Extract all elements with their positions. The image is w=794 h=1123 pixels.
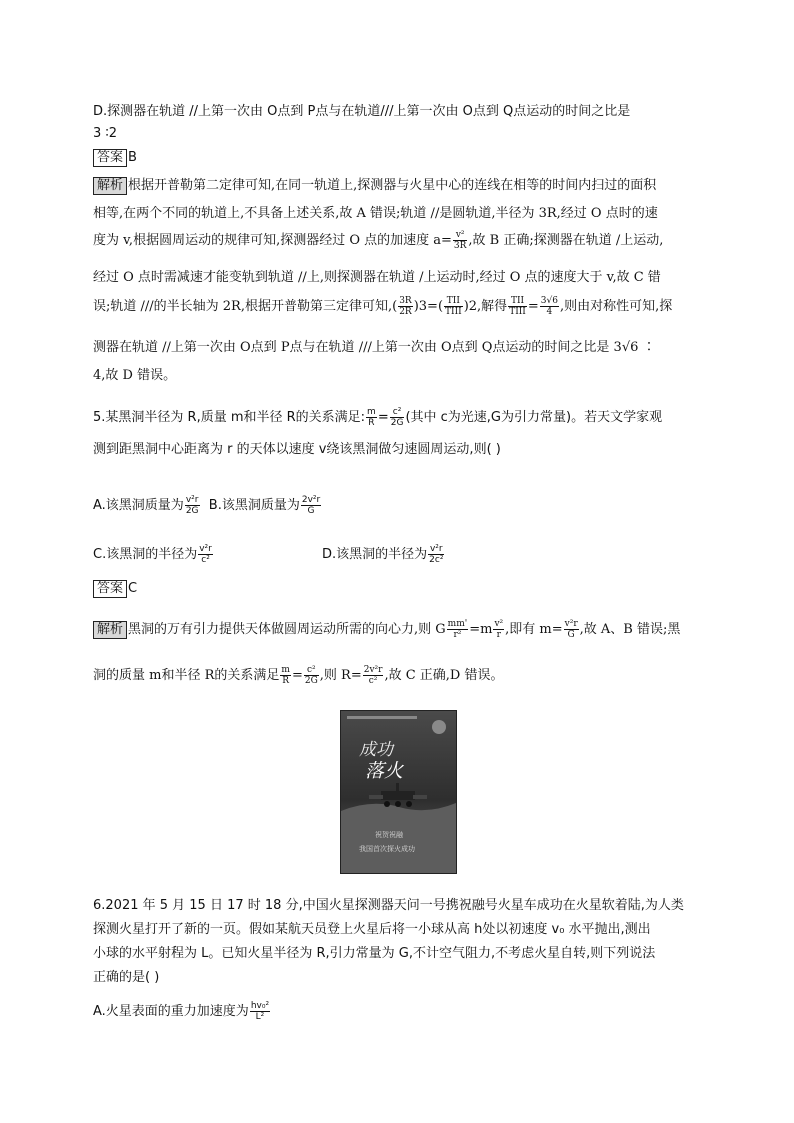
- denominator: c²: [201, 555, 210, 565]
- text: 2,解得: [468, 299, 508, 314]
- q4-option-d-line1: D.探测器在轨道 //上第一次由 O点到 P点与在轨道///上第一次由 O点到 Q点运动的时间之比是: [93, 104, 631, 119]
- denominator: TIII: [509, 307, 526, 317]
- numerator: 2v²r: [363, 665, 383, 675]
- numerator: m: [367, 407, 376, 417]
- text: A.该黑洞质量为: [93, 498, 184, 513]
- fraction: [390, 407, 405, 428]
- text: =: [377, 410, 389, 425]
- answer-value: B: [128, 150, 137, 165]
- text: 3=: [418, 299, 438, 314]
- explanation-4-line3: [93, 229, 663, 251]
- poster-subtitle-line2: 我国首次探火成功: [359, 845, 415, 853]
- text: A.火星表面的重力加速度为: [93, 1004, 249, 1019]
- explanation-4-line5: 误;轨道 ///的半长轴为 2R,根据开普勒第三定律可知,( $\frac{3R}{2R}$ )3=( $\frac{\text{TII}}{\text{TIII}}$ )2,解得 $\frac{\text{TII}}{\text{TIII}}$ = $\frac{3√6}{4}$ ,则由对称性可知,探: [93, 296, 673, 317]
- explanation-5-line1: [93, 618, 680, 640]
- explanation-4-line2: 相等,在两个不同的轨道上,不具备上述关系,故 A 错误;轨道 //是圆轨道,半径为 3R,经过 O 点时的速: [93, 206, 658, 221]
- text: 5.某黑洞半径为 R,质量 m和半径 R的关系满足:: [93, 410, 366, 425]
- numerator: v²r: [185, 495, 199, 505]
- text: 洞的质量 m和半径 R的关系满足: [93, 668, 280, 683]
- text: C.该黑洞的半径为: [93, 547, 198, 562]
- fraction: [453, 230, 468, 251]
- explanation-tag: 解析: [93, 177, 127, 195]
- text: 黑洞的万有引力提供天体做圆周运动所需的向心力,则 G: [128, 622, 446, 637]
- q5-option-a: [93, 495, 201, 516]
- explanation-tag: 解析: [93, 621, 127, 639]
- numerator: 2v²r: [301, 495, 321, 505]
- q5-line2: 测到距黑洞中心距离为 r 的天体以速度 v绕该黑洞做匀速圆周运动,则( ): [93, 442, 501, 457]
- denominator: 2R: [399, 307, 412, 317]
- fraction: [444, 296, 463, 317]
- fraction: [508, 296, 527, 317]
- explanation-4-line6: 测器在轨道 //上第一次由 O点到 P点与在轨道 ///上第一次由 O点到 Q点运动的时间之比是 3√6 ∶: [93, 340, 656, 355]
- text: ,即有 m=: [505, 622, 563, 637]
- fraction: [363, 665, 384, 686]
- denominator: L²: [255, 1012, 265, 1022]
- denominator: R: [368, 418, 375, 428]
- numerator: v²r: [564, 619, 578, 629]
- text: D.该黑洞的半径为: [322, 547, 428, 562]
- denominator: 2G: [304, 676, 318, 686]
- fraction: [428, 544, 444, 565]
- denominator: 2c²: [429, 555, 444, 565]
- denominator: c²: [368, 676, 378, 686]
- text: ,则由对称性可知,探: [559, 299, 673, 314]
- text: 误;轨道 ///的半长轴为 2R,根据开普勒第三定律可知,: [93, 299, 393, 314]
- explanation-5-line2: [93, 664, 504, 686]
- poster-subtitle-line1: 祝贺祝融: [375, 831, 403, 839]
- explanation-4-line1: [93, 174, 656, 195]
- fraction: [540, 296, 559, 317]
- denominator: r²: [453, 630, 462, 640]
- mars-landing-poster-image: [340, 710, 457, 874]
- q5-option-d: [322, 543, 445, 565]
- denominator: G: [567, 630, 575, 640]
- q6-line4: 正确的是( ): [93, 970, 160, 985]
- poster-title-line1: 成功: [359, 740, 393, 760]
- q6-line1: 6.2021 年 5 月 15 日 17 时 18 分,中国火星探测器天问一号携祝融号火星车成功在火星软着陆,为人类: [93, 898, 684, 913]
- q4-option-d-line2: 3 ∶2: [93, 126, 118, 141]
- answer-4: [93, 149, 137, 167]
- denominator: r: [496, 630, 501, 640]
- text: (其中 c为光速,G为引力常量)。若天文学家观: [405, 410, 663, 425]
- text: ,故 C 正确,D 错误。: [384, 668, 504, 683]
- fraction: [280, 665, 291, 686]
- q6-option-a: [93, 1000, 271, 1022]
- text: =m: [469, 622, 493, 637]
- numerator: hv₀²: [250, 1001, 270, 1011]
- numerator: TII: [444, 296, 463, 307]
- q6-line3: 小球的水平射程为 L。已知火星半径为 R,引力常量为 G,不计空气阻力,不考虑火星自转,则下列说法: [93, 946, 656, 961]
- fraction: [301, 495, 321, 516]
- mars-planet-icon: [432, 720, 446, 734]
- fraction: [366, 407, 377, 428]
- fraction: [185, 495, 200, 516]
- denominator: 2G: [390, 418, 404, 428]
- numerator: v²: [453, 230, 468, 241]
- poster-title-line2: 落火: [365, 760, 404, 782]
- q5-option-b: [208, 495, 322, 516]
- poster-header-strip: [347, 716, 417, 719]
- explanation-4-line7: 4,故 D 错误。: [93, 368, 177, 383]
- denominator: 4: [546, 307, 553, 317]
- numerator: v²r: [429, 544, 443, 554]
- answer-value: C: [128, 581, 138, 596]
- text: =: [291, 668, 303, 683]
- numerator: v²: [494, 619, 504, 629]
- text: 根据开普勒第二定律可知,在同一轨道上,探测器与火星中心的连线在相等的时间内扫过的面积: [128, 178, 657, 193]
- text: B.该黑洞质量为: [208, 498, 300, 513]
- numerator: 3√6: [540, 296, 558, 306]
- fraction: [250, 1001, 270, 1022]
- denominator: 2G: [185, 506, 199, 516]
- q5-option-c: [93, 543, 214, 565]
- denominator: G: [307, 506, 315, 516]
- text: 度为 v,根据圆周运动的规律可知,探测器经过 O 点的加速度 a=: [93, 233, 452, 248]
- fraction: [493, 619, 504, 640]
- denominator: TIII: [445, 307, 462, 317]
- q5-options-ab: [93, 494, 322, 516]
- numerator: mm': [447, 619, 468, 629]
- text: ,则 R=: [319, 668, 362, 683]
- poster-artwork: [341, 711, 456, 873]
- numerator: c²: [390, 407, 405, 418]
- text: =: [527, 299, 539, 314]
- fraction: [398, 296, 413, 317]
- answer-5: [93, 580, 137, 598]
- fraction: [198, 544, 213, 565]
- numerator: c²: [304, 665, 319, 676]
- fraction: [304, 665, 319, 686]
- text: ,故 A、B 错误;黑: [579, 622, 681, 637]
- answer-tag: 答案: [93, 580, 127, 598]
- numerator: 3R: [399, 296, 412, 306]
- explanation-4-line4: 经过 O 点时需减速才能变轨到轨道 //上,则探测器在轨道 /上运动时,经过 O 点的速度大于 v,故 C 错: [93, 270, 661, 285]
- numerator: v²r: [199, 544, 212, 554]
- answer-tag: 答案: [93, 149, 127, 167]
- q5-line1: [93, 406, 662, 428]
- q6-line2: 探测火星打开了新的一页。假如某航天员登上火星后将一小球从高 h处以初速度 v₀ 水平抛出,测出: [93, 922, 651, 937]
- denominator: 3R: [453, 241, 467, 251]
- text: ,故 B 正确;探测器在轨道 /上运动,: [468, 233, 664, 248]
- numerator: TII: [508, 296, 527, 307]
- fraction: [564, 619, 579, 640]
- denominator: R: [282, 676, 290, 686]
- fraction: [447, 619, 469, 640]
- numerator: m: [281, 665, 290, 675]
